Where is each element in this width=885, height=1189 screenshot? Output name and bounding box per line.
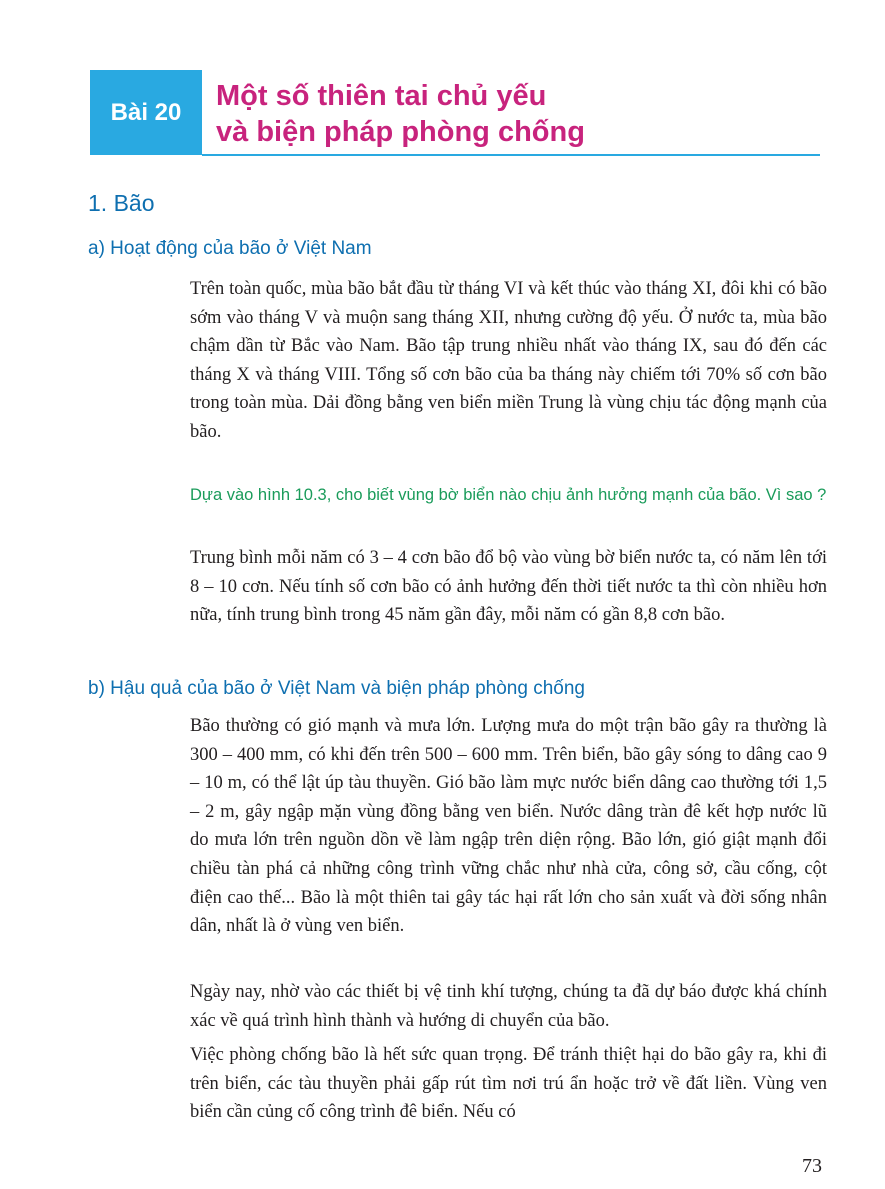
question-prompt: Dựa vào hình 10.3, cho biết vùng bờ biển nào chịu ảnh hưởng mạnh của bão. Vì sao ?: [190, 486, 827, 504]
paragraph-storm-damage: Bão thường có gió mạnh và mưa lớn. Lượng mưa do một trận bão gây ra thường là 300 – 400 mm, có khi đến trên 500 – 600 mm. Trên biển, bão gây sóng to dâng cao 9 – 10 m, có thể lật úp tàu thuyền. Gió bão làm mực nước biển dâng cao thường tới 1,5 – 2 m, gây ngập mặn vùng đồng bằng ven biển. Nước dâng tràn đê kết hợp nước lũ do mưa lớn trên nguồn dồn về làm ngập trên diện rộng. Bão lớn, gió giật mạnh đổi chiều tàn phá cả những công trình vững chắc như nhà cửa, công sở, cầu cống, cột điện cao thế... Bão là một thiên tai gây tác hại rất lớn cho sản xuất và đời sống nhân dân, nhất là ở vùng ven biển.: [190, 716, 827, 937]
lesson-title: [216, 78, 836, 150]
title-underline: [202, 154, 820, 156]
paragraph-forecasting: Ngày nay, nhờ vào các thiết bị vệ tinh khí tượng, chúng ta đã dự báo được khá chính xác về quá trình hình thành và hướng di chuyển của bão.: [190, 982, 827, 1031]
lesson-badge: [90, 70, 202, 155]
subheading-activity: a) Hoạt động của bão ở Việt Nam: [88, 238, 372, 259]
paragraph-storm-season: Trên toàn quốc, mùa bão bắt đầu từ tháng VI và kết thúc vào tháng XI, đôi khi có bão sớm vào tháng V và muộn sang tháng XII, nhưng cường độ yếu. Ở nước ta, mùa bão chậm dần từ Bắc vào Nam. Bão tập trung nhiều nhất vào tháng IX, sau đó đến các tháng X và tháng VIII. Tổng số cơn bão của ba tháng này chiếm tới 70% số cơn bão trong toàn mùa. Dải đồng bằng ven biển miền Trung là vùng chịu tác động mạnh của bão.: [190, 279, 827, 442]
page-number: 73: [802, 1155, 822, 1177]
lesson-badge-label: Bài 20: [110, 98, 182, 126]
subheading-consequences: b) Hậu quả của bão ở Việt Nam và biện pháp phòng chống: [88, 678, 585, 699]
paragraph-storm-frequency: Trung bình mỗi năm có 3 – 4 cơn bão đổ bộ vào vùng bờ biển nước ta, có năm lên tới 8 – 10 cơn. Nếu tính số cơn bão có ảnh hưởng đến thời tiết nước ta thì còn nhiều hơn nữa, tính trung bình trong 45 năm gần đây, mỗi năm có gần 8,8 cơn bão.: [190, 548, 827, 626]
section-heading: 1. Bão: [88, 190, 155, 216]
lesson-title-line-2: và biện pháp phòng chống: [216, 116, 585, 148]
lesson-title-line-1: Một số thiên tai chủ yếu: [216, 80, 547, 112]
paragraph-prevention: Việc phòng chống bão là hết sức quan trọng. Để tránh thiệt hại do bão gây ra, khi đi trên biển, các tàu thuyền phải gấp rút tìm nơi trú ẩn hoặc trở về đất liền. Vùng ven biển cần củng cố công trình đê biển. Nếu có: [190, 1045, 827, 1123]
